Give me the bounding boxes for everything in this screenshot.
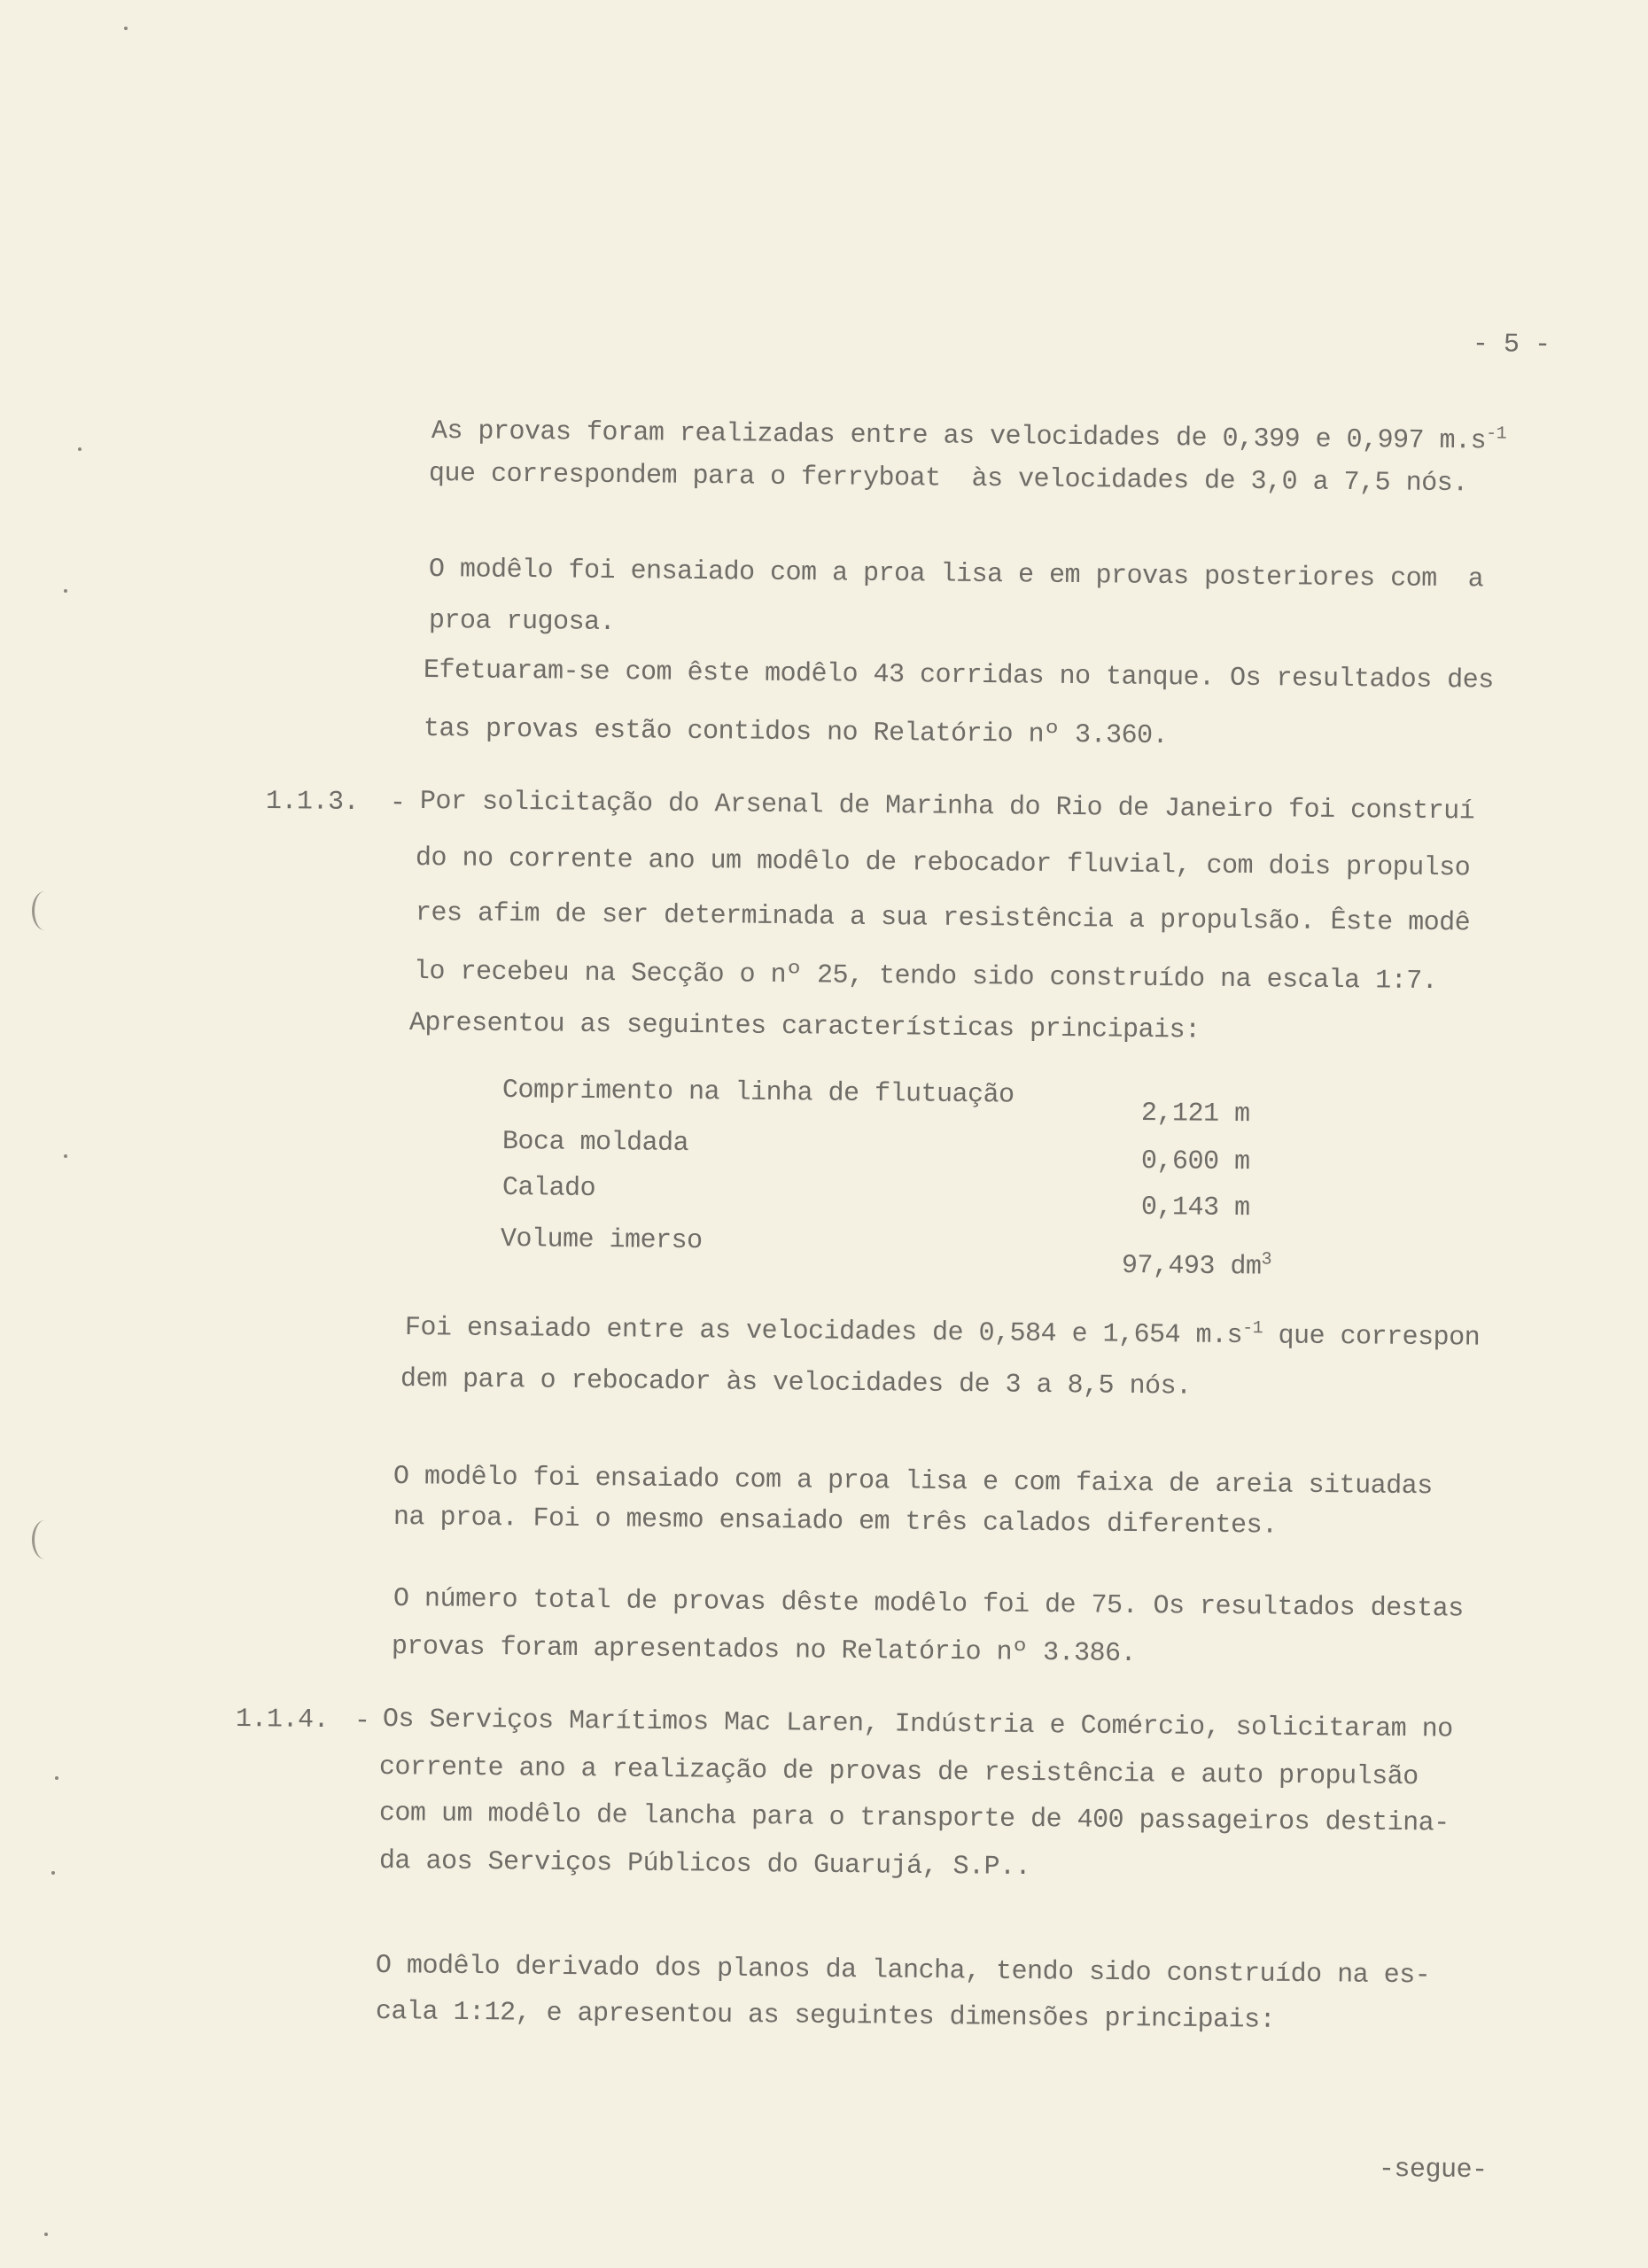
section-dash: - xyxy=(389,788,406,819)
section-line: Apresentou as seguintes características principais: xyxy=(408,1008,1201,1046)
paper-speck xyxy=(51,1871,55,1875)
table-value: 2,121 m xyxy=(1140,1099,1250,1130)
section-line: lo recebeu na Secção o nº 25, tendo sido construído na escala 1:7. xyxy=(413,957,1438,998)
section-line: da aos Serviços Públicos do Guarujá, S.P.. xyxy=(378,1846,1031,1884)
punch-hole-mark xyxy=(32,1520,58,1559)
paragraph-line: O modêlo foi ensaiado com a proa lisa e em provas posteriores com a xyxy=(428,555,1484,595)
paragraph-line: Efetuaram-se com êste modêlo 43 corridas no tanque. Os resultados des xyxy=(423,656,1494,696)
paragraph-line: que correspondem para o ferryboat às velocidades de 3,0 a 7,5 nós. xyxy=(428,459,1468,500)
paragraph-line: proa rugosa. xyxy=(428,606,616,639)
paragraph-line: O número total de provas dêste modêlo foi de 75. Os resultados destas xyxy=(393,1584,1464,1625)
text: 97,493 dm xyxy=(1121,1251,1262,1283)
paragraph-line: O modêlo foi ensaiado com a proa lisa e com faixa de areia situadas xyxy=(393,1462,1433,1503)
text: Foi ensaiado entre as velocidades de 0,584 e 1,654 m.s xyxy=(404,1313,1243,1352)
section-line: com um modêlo de lancha para o transporte de 400 passageiros destina- xyxy=(378,1798,1450,1839)
paragraph-line: O modêlo derivado dos planos da lancha, tendo sido construído na es- xyxy=(375,1951,1431,1992)
section-line: corrente ano a realização de provas de resistência e auto propulsão xyxy=(378,1752,1419,1793)
section-line: Os Serviços Marítimos Mac Laren, Indústria e Comércio, solicitaram no xyxy=(382,1705,1453,1745)
paragraph-line: cala 1:12, e apresentou as seguintes dimensões principais: xyxy=(375,1997,1276,2036)
paragraph-line: dem para o rebocador às velocidades de 3 a 8,5 nós. xyxy=(400,1364,1192,1402)
table-label: Boca moldada xyxy=(501,1127,689,1160)
paper-speck xyxy=(124,27,128,30)
table-label: Volume imerso xyxy=(500,1224,703,1257)
table-label: Calado xyxy=(501,1173,596,1205)
paragraph-line: provas foram apresentados no Relatório nº 3.386. xyxy=(391,1632,1137,1670)
punch-hole-mark xyxy=(32,891,58,930)
section-number: 1.1.3. xyxy=(265,787,360,819)
table-label: Comprimento na linha de flutuação xyxy=(501,1076,1014,1111)
table-value: 0,143 m xyxy=(1140,1192,1250,1224)
section-number: 1.1.4. xyxy=(235,1705,330,1736)
paper-speck xyxy=(64,1154,67,1158)
section-line: do no corrente ano um modêlo de rebocador fluvial, com dois propulso xyxy=(415,843,1471,884)
table-value: 0,600 m xyxy=(1140,1146,1250,1178)
superscript: -1 xyxy=(1486,423,1507,445)
section-line: Por solicitação do Arsenal de Marinha do Rio de Janeiro foi construí xyxy=(419,787,1475,827)
text: As provas foram realizadas entre as velocidades de 0,399 e 0,997 m.s xyxy=(431,416,1487,457)
paper-speck xyxy=(44,2233,48,2236)
paragraph-line xyxy=(431,409,1507,457)
paper-speck xyxy=(78,447,82,451)
table-value xyxy=(1122,1244,1271,1283)
paper-speck xyxy=(64,589,67,593)
section-line: res afim de ser determinada a sua resistência a propulsão. Êste modê xyxy=(415,898,1471,939)
paragraph-line: tas provas estão contidos no Relatório nº 3.360. xyxy=(423,714,1169,752)
paper-speck xyxy=(55,1776,58,1780)
text: que correspon xyxy=(1262,1321,1481,1354)
paragraph-line: na proa. Foi o mesmo ensaiado em três calados diferentes. xyxy=(393,1503,1278,1542)
continuation-note: -segue- xyxy=(1378,2155,1488,2186)
superscript: 3 xyxy=(1261,1249,1272,1270)
paragraph-line xyxy=(405,1306,1481,1354)
page-number: - 5 - xyxy=(1472,330,1551,361)
superscript: -1 xyxy=(1242,1318,1263,1340)
section-dash: - xyxy=(354,1706,370,1737)
